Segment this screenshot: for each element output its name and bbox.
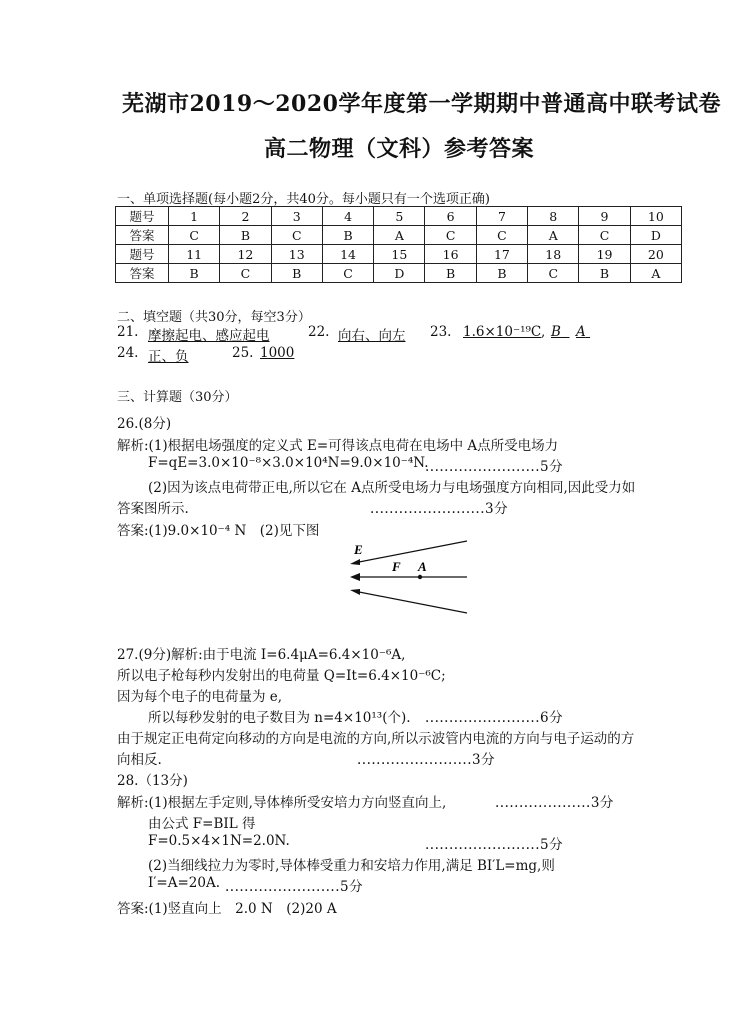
q26-line2-score: ........................5分 <box>425 459 564 475</box>
q28-line1: 解析:(1)根据左手定则,导体棒所受安培力方向竖直向上, <box>117 795 447 811</box>
answer-table-row <box>116 207 682 226</box>
answer-table-cell: C <box>220 264 271 283</box>
answer-table-cell: 18 <box>528 245 579 264</box>
answer-table-cell: 15 <box>374 245 425 264</box>
field-line-middle-arrowhead <box>350 573 360 581</box>
answer-table-cell: D <box>374 264 425 283</box>
q28-line5: I′=A=20A. <box>148 875 220 891</box>
answer-table-cell: 6 <box>425 207 476 226</box>
q28-line1-score: ....................3分 <box>495 795 614 811</box>
answer-table-row-label: 答案 <box>116 226 169 245</box>
q26-line2: F=qE=3.0×10⁻⁸×3.0×10⁴N=9.0×10⁻⁴N. <box>148 455 429 471</box>
answer-table-cell: 5 <box>374 207 425 226</box>
q26-line1: 解析:(1)根据电场强度的定义式 E=可得该点电荷在电场中 A点所受电场力 <box>117 438 559 454</box>
answer-table-cell: A <box>630 264 681 283</box>
answer-table-cell: 8 <box>528 207 579 226</box>
answer-table-cell: B <box>476 264 527 283</box>
q24-answer: 正、负 <box>148 349 189 365</box>
q23-number: 23. <box>430 324 452 340</box>
q26-line3: (2)因为该点电荷带正电,所以它在 A点所受电场力与电场强度方向相同,因此受力如 <box>148 480 636 496</box>
q28-line4: (2)当细线拉力为零时,导体棒受重力和安培力作用,满足 BI′L=mg,则 <box>148 858 555 874</box>
field-line-upper-arrowhead <box>350 559 360 565</box>
q23-answer-charge: 1.6×10⁻¹⁹C <box>463 324 542 340</box>
label-a: A <box>418 559 427 574</box>
q25-answer: 1000 <box>260 345 295 361</box>
answer-table-cell: 9 <box>579 207 630 226</box>
answer-table-cell: C <box>322 264 373 283</box>
answer-table-cell: B <box>579 264 630 283</box>
field-line-lower <box>354 591 467 613</box>
q26-line4-score: ........................3分 <box>370 501 509 517</box>
label-e: E <box>354 542 363 557</box>
q27-line5: 由于规定正电荷定向移动的方向是电流的方向,所以示波管内电流的方向与电子运动的方 <box>117 731 635 747</box>
answer-table-cell: 12 <box>220 245 271 264</box>
answer-table-cell: 10 <box>630 207 681 226</box>
q28-line3: F=0.5×4×1N=2.0N. <box>148 833 290 849</box>
answer-table-cell: 3 <box>271 207 322 226</box>
answer-table-cell: 16 <box>425 245 476 264</box>
answer-table-cell: 11 <box>169 245 220 264</box>
q27-line3: 因为每个电子的电荷量为 e, <box>117 689 283 705</box>
q27-line6: 向相反. <box>117 752 162 768</box>
q28-line3-score: ........................5分 <box>425 837 564 853</box>
q28-answer: 答案:(1)竖直向上 2.0 N (2)20 A <box>117 901 337 917</box>
q28-line5-score: ........................5分 <box>225 879 364 895</box>
answer-table-cell: 13 <box>271 245 322 264</box>
q27-line6-score: ........................3分 <box>357 752 496 768</box>
answer-table-cell: 7 <box>476 207 527 226</box>
answer-table-cell: B <box>220 226 271 245</box>
q21-answer: 摩擦起电、感应起电 <box>148 328 270 344</box>
answer-table-row <box>116 245 682 264</box>
answer-table-cell: C <box>271 226 322 245</box>
answer-table-cell: 4 <box>322 207 373 226</box>
q27-line4: 所以每秒发射的电子数目为 n=4×10¹³(个). <box>148 710 411 726</box>
section2-heading: 二、填空题（共30分，每空3分） <box>117 310 311 325</box>
answer-table-cell: D <box>630 226 681 245</box>
q27-line2: 所以电子枪每秒内发射出的电荷量 Q=It=6.4×10⁻⁶C; <box>117 668 446 684</box>
label-f: F <box>392 559 401 574</box>
field-line-upper <box>354 541 467 563</box>
answer-table-cell: 1 <box>169 207 220 226</box>
section1-heading: 一、单项选择题(每小题2分，共40分。每小题只有一个选项正确) <box>117 192 490 207</box>
q22-number: 22. <box>308 324 330 340</box>
answer-table-cell: B <box>322 226 373 245</box>
answer-table-cell: B <box>169 264 220 283</box>
q23-answer-b: B <box>551 324 561 340</box>
q23-answer-a: A <box>576 324 586 340</box>
answer-table-cell: 14 <box>322 245 373 264</box>
point-charge-a <box>418 575 422 579</box>
q28-heading: 28.（13分) <box>117 773 188 789</box>
answer-table-cell: B <box>425 264 476 283</box>
answer-table-cell: 20 <box>630 245 681 264</box>
answer-table-row-label: 题号 <box>116 245 169 264</box>
answer-table-row-label: 答案 <box>116 264 169 283</box>
q22-answer: 向右、向左 <box>338 328 406 344</box>
answer-table-cell: 2 <box>220 207 271 226</box>
answer-table-cell: C <box>476 226 527 245</box>
q23-separator: , <box>541 324 546 340</box>
answer-table-row <box>116 226 682 245</box>
answer-table-cell: C <box>579 226 630 245</box>
answer-table-row-label: 题号 <box>116 207 169 226</box>
answer-table-row <box>116 264 682 283</box>
q27-line1: 27.(9分)解析:由于电流 I=6.4μA=6.4×10⁻⁶A, <box>117 647 406 663</box>
q28-line2: 由公式 F=BIL 得 <box>148 816 256 832</box>
q26-answer: 答案:(1)9.0×10⁻⁴ N (2)见下图 <box>117 523 320 539</box>
q26-line4: 答案图所示. <box>117 501 189 517</box>
answer-table-cell: B <box>271 264 322 283</box>
answer-table-cell: 19 <box>579 245 630 264</box>
answer-table-cell: C <box>169 226 220 245</box>
section3-heading: 三、计算题（30分） <box>117 390 238 405</box>
answer-table <box>115 206 682 283</box>
q27-line4-score: ........................6分 <box>425 710 564 726</box>
q26-heading: 26.(8分) <box>117 416 172 432</box>
q21-number: 21. <box>117 324 139 340</box>
q25-number: 25. <box>232 345 254 361</box>
force-diagram <box>340 535 475 620</box>
answer-table-cell: A <box>374 226 425 245</box>
q24-number: 24. <box>117 345 139 361</box>
page-title: 芜湖市2019～2020学年度第一学期期中普通高中联考试卷 <box>122 91 721 117</box>
answer-table-cell: A <box>528 226 579 245</box>
page-subtitle: 高二物理（文科）参考答案 <box>264 136 535 162</box>
answer-table-cell: 17 <box>476 245 527 264</box>
field-line-lower-arrowhead <box>350 589 360 595</box>
answer-table-cell: C <box>425 226 476 245</box>
answer-table-cell: C <box>528 264 579 283</box>
